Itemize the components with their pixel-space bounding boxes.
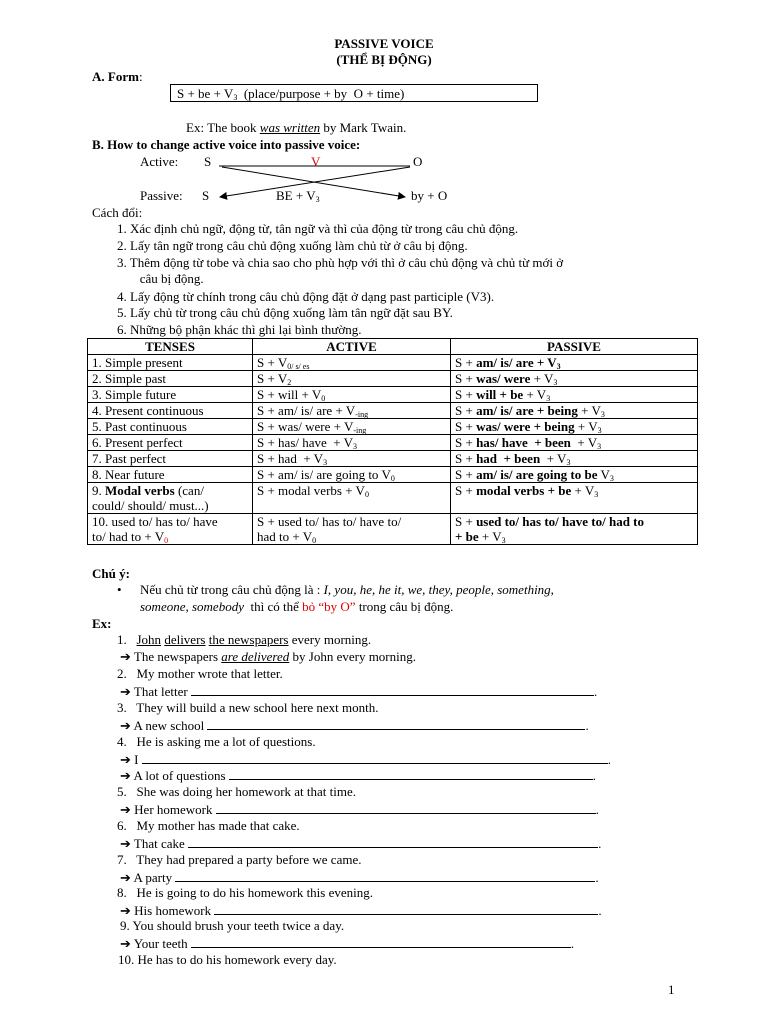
- exercise-answer-line: [120, 717, 589, 734]
- arrow-icon: ➔: [120, 936, 131, 951]
- step-3: 3. Thêm động từ tobe và chia sao cho phù hợp với thì ở câu chủ động và chủ từ mới ở: [117, 255, 564, 270]
- tense-sub: 0: [164, 536, 169, 545]
- ex1-ans-c: by John every morning.: [289, 649, 416, 664]
- section-a-label: A. Form: [92, 69, 139, 84]
- form-sub: 3: [233, 93, 238, 102]
- passive-bold: was/ were: [476, 371, 531, 386]
- active-cell: [253, 483, 451, 514]
- passive-bold: used to/ has to/ have to/ had to: [476, 514, 645, 529]
- exercise-question: 7. They had prepared a party before we came.: [117, 852, 362, 867]
- step-1: 1. Xác định chủ ngữ, động từ, tân ngữ và thì của động từ trong câu chủ động.: [117, 221, 519, 236]
- active-sub: 0/ s/ es: [287, 362, 310, 371]
- page-number: 1: [668, 982, 675, 997]
- arrow-icon: ➔: [120, 870, 131, 885]
- answer-blank[interactable]: [207, 717, 585, 730]
- section-a-colon: :: [138, 69, 143, 84]
- answer-blank[interactable]: [229, 767, 593, 780]
- active-line1: S + used to/ has to/ have to/: [257, 514, 402, 529]
- step-3-cont: câu bị động.: [117, 271, 204, 286]
- answer-start: That cake: [133, 836, 185, 851]
- passive-by-o: by + O: [411, 188, 448, 203]
- active-sub: 0: [364, 490, 369, 499]
- form-formula: S + be + V: [177, 86, 234, 101]
- ex1-subject: John: [136, 632, 162, 647]
- passive-tail: + V: [577, 403, 601, 418]
- active-sub: -ing: [355, 410, 369, 419]
- example-verb: was written: [259, 120, 321, 135]
- exercise-question: 10. He has to do his homework every day.: [118, 952, 337, 967]
- passive-bold: was/ were + being: [476, 419, 575, 434]
- steps-heading: Cách đổi:: [92, 205, 143, 220]
- note-text-d: thì có thể: [243, 599, 303, 614]
- answer-start: A lot of questions: [133, 768, 226, 783]
- note-text-f: trong câu bị động.: [355, 599, 454, 614]
- passive-cell: [451, 435, 698, 451]
- note-drop-by-o: bỏ “by O”: [302, 599, 356, 614]
- tense-cell: 6. Present perfect: [88, 435, 253, 451]
- header-passive: PASSIVE: [451, 339, 698, 355]
- tense-line2: to/ had to + V: [92, 529, 165, 544]
- tense-cell: 3. Simple future: [88, 387, 253, 403]
- step-5: 5. Lấy chủ từ trong câu chủ động xuống làm tân ngữ đặt sau BY.: [117, 305, 453, 320]
- active-sub: 0: [312, 536, 317, 545]
- answer-start: Her homework: [134, 802, 213, 817]
- answer-blank[interactable]: [188, 835, 598, 848]
- active-cell: [253, 467, 451, 483]
- tense-cell: [88, 514, 253, 545]
- tense-cell: 1. Simple present: [88, 355, 253, 371]
- passive-bold: am/ is/ are + V: [476, 355, 557, 370]
- passive-text: S +: [455, 483, 477, 498]
- active-cell: [253, 355, 451, 371]
- active-subject: S: [204, 154, 212, 169]
- active-text: S + am/ is/ are going to V: [257, 467, 391, 482]
- answer-period: .: [595, 870, 599, 885]
- passive-text: S +: [455, 435, 477, 450]
- table-row: [88, 419, 698, 435]
- tenses-table: [87, 338, 698, 545]
- exercise-1-answer: [120, 649, 416, 665]
- tense-cell: [88, 483, 253, 514]
- active-cell: [253, 371, 451, 387]
- passive-cell: [451, 387, 698, 403]
- answer-start: That letter: [133, 684, 188, 699]
- active-sub: -ing: [353, 426, 367, 435]
- active-text: S + will + V: [257, 387, 322, 402]
- note-line-1: [140, 582, 554, 598]
- answer-start: A party: [133, 870, 173, 885]
- exercise-answer-line: [120, 935, 574, 952]
- arrow-icon: ➔: [120, 768, 131, 783]
- answer-period: .: [585, 718, 589, 733]
- table-row: [88, 387, 698, 403]
- passive-cell: [451, 451, 698, 467]
- active-sub: 3: [323, 458, 328, 467]
- ex1-object: the newspapers: [208, 632, 289, 647]
- header-active: ACTIVE: [253, 339, 451, 355]
- answer-start: Your teeth: [133, 936, 188, 951]
- exercise-answer-line: [120, 835, 601, 852]
- exercise-answer-line: [120, 902, 602, 919]
- ex1-number: 1.: [117, 632, 137, 647]
- active-sub: 3: [353, 442, 358, 451]
- answer-start: A new school: [133, 718, 205, 733]
- arrow-icon: ➔: [120, 903, 131, 918]
- exercise-answer-line: [120, 751, 611, 768]
- active-cell: [253, 403, 451, 419]
- table-row: [88, 467, 698, 483]
- answer-start: His homework: [134, 903, 212, 918]
- active-text: S + am/ is/ are + V: [257, 403, 356, 418]
- page-title: PASSIVE VOICE: [334, 36, 434, 51]
- exercise-question: 8. He is going to do his homework this evening.: [117, 885, 374, 900]
- diagram-arrows: [0, 0, 768, 220]
- passive-text: S +: [455, 355, 477, 370]
- passive-sub: 3: [556, 362, 561, 371]
- answer-period: .: [595, 802, 599, 817]
- ex1-rest: every morning.: [288, 632, 372, 647]
- passive-bold: am/ is/ are going to be: [476, 467, 598, 482]
- active-cell: [253, 435, 451, 451]
- answer-period: .: [593, 684, 598, 699]
- step-6: 6. Những bộ phận khác thì ghi lại bình thường.: [117, 322, 362, 337]
- passive-tail: + V: [540, 451, 567, 466]
- arrow-icon: ➔: [120, 684, 131, 699]
- answer-period: .: [607, 752, 611, 767]
- answer-period: .: [592, 768, 597, 783]
- passive-sub: 3: [597, 442, 602, 451]
- answer-period: .: [598, 836, 602, 851]
- step-4: 4. Lấy động từ chính trong câu chủ động đặt ở dạng past participle (V3).: [117, 289, 495, 304]
- passive-bold: has/ have + been: [476, 435, 571, 450]
- answer-start: I: [134, 752, 139, 767]
- passive-tail: + V: [478, 529, 502, 544]
- passive-sub: 3: [600, 410, 605, 419]
- tense-tail: (can/: [174, 483, 204, 498]
- page-subtitle: (THỂ BỊ ĐỘNG): [336, 52, 432, 67]
- passive-be-sub: 3: [315, 195, 320, 204]
- active-cell: [253, 387, 451, 403]
- active-verb: V: [311, 154, 321, 169]
- note-bullet-icon: •: [117, 582, 122, 597]
- example-suffix: by Mark Twain.: [320, 120, 407, 135]
- tense-line2: could/ should/ must...): [92, 498, 209, 513]
- answer-period: .: [598, 903, 602, 918]
- active-line2: had to + V: [257, 529, 313, 544]
- active-sub: 0: [390, 474, 395, 483]
- passive-tail: V: [597, 467, 610, 482]
- active-text: S + V: [257, 371, 288, 386]
- exercise-question: 2. My mother wrote that letter.: [117, 666, 283, 681]
- passive-text: S +: [455, 419, 477, 434]
- passive-cell: [451, 419, 698, 435]
- exercise-answer-line: [120, 683, 597, 700]
- example-prefix: Ex: The book: [186, 120, 260, 135]
- passive-cell: [451, 514, 698, 545]
- passive-sub: 3: [546, 394, 551, 403]
- exercise-question: 6. My mother has made that cake.: [117, 818, 300, 833]
- table-row: [88, 451, 698, 467]
- active-cell: [253, 451, 451, 467]
- table-row: [88, 435, 698, 451]
- passive-sub: 3: [501, 536, 506, 545]
- arrow-icon: ➔: [120, 802, 131, 817]
- table-row: [88, 403, 698, 419]
- passive-sub: 3: [553, 378, 558, 387]
- active-cell: [253, 419, 451, 435]
- exercise-answer-line: [120, 801, 599, 818]
- passive-cell: [451, 355, 698, 371]
- exercise-1: [117, 632, 371, 648]
- active-text: S + V: [257, 355, 288, 370]
- note-subjects-cont: someone, somebody: [140, 599, 244, 614]
- tense-cell: 5. Past continuous: [88, 419, 253, 435]
- passive-sub: 3: [594, 490, 599, 499]
- passive-bold: modal verbs + be: [476, 483, 572, 498]
- note-line-2: [140, 599, 453, 615]
- active-object: O: [413, 154, 423, 169]
- table-row: [88, 355, 698, 371]
- tense-num: 9.: [92, 483, 105, 498]
- passive-tail: + V: [574, 419, 598, 434]
- passive-bold: had + been: [476, 451, 541, 466]
- answer-blank[interactable]: [214, 902, 598, 915]
- passive-tail: + V: [570, 435, 598, 450]
- answer-blank[interactable]: [191, 935, 571, 948]
- exercise-question: 5. She was doing her homework at that time.: [117, 784, 357, 799]
- active-text: S + modal verbs + V: [257, 483, 365, 498]
- tense-line1: 10. used to/ has to/ have: [92, 514, 218, 529]
- answer-blank[interactable]: [216, 801, 596, 814]
- exercise-heading: Ex:: [92, 616, 112, 631]
- passive-text: S +: [455, 387, 477, 402]
- tense-cell: 7. Past perfect: [88, 451, 253, 467]
- passive-text: S +: [455, 451, 477, 466]
- ex1-ans-verb: are delivered: [221, 649, 290, 664]
- passive-bold-line2: + be: [455, 529, 479, 544]
- table-row: [88, 514, 698, 545]
- active-text: S + had + V: [257, 451, 324, 466]
- passive-text: S +: [455, 371, 477, 386]
- active-sub: 2: [287, 378, 292, 387]
- passive-tail: + V: [530, 371, 554, 386]
- active-label: Active:: [140, 154, 179, 169]
- arrow-icon: ➔: [120, 752, 131, 767]
- active-sub: 0: [321, 394, 326, 403]
- answer-period: .: [570, 936, 575, 951]
- passive-sub: 3: [609, 474, 614, 483]
- answer-blank[interactable]: [142, 751, 608, 764]
- active-text: S + was/ were + V: [257, 419, 354, 434]
- table-header-row: [88, 339, 698, 355]
- passive-cell: [451, 403, 698, 419]
- section-b-heading: B. How to change active voice into passive voice:: [92, 137, 361, 152]
- tense-cell: 4. Present continuous: [88, 403, 253, 419]
- passive-text: S +: [455, 514, 477, 529]
- exercise-question: 9. You should brush your teeth twice a day.: [120, 918, 345, 933]
- passive-subject: S: [202, 188, 210, 203]
- passive-sub: 3: [597, 426, 602, 435]
- tense-cell: 8. Near future: [88, 467, 253, 483]
- note-subjects: I, you, he, he it, we, they, people, something,: [323, 582, 554, 597]
- answer-blank[interactable]: [191, 683, 594, 696]
- ex1-ans-a: The newspapers: [133, 649, 222, 664]
- passive-be: BE + V: [276, 188, 316, 203]
- passive-cell: [451, 467, 698, 483]
- passive-label: Passive:: [140, 188, 183, 203]
- exercise-answer-line: [120, 767, 596, 784]
- tense-bold: Modal verbs: [105, 483, 175, 498]
- arrow-icon: ➔: [120, 718, 131, 733]
- passive-text: S +: [455, 403, 477, 418]
- note-text-a: Nếu chủ từ trong câu chủ động là :: [140, 582, 324, 597]
- form-rest: (place/purpose + by O + time): [237, 86, 405, 101]
- note-heading: Chú ý:: [92, 566, 130, 581]
- passive-text: S +: [455, 467, 477, 482]
- step-2: 2. Lấy tân ngữ trong câu chủ động xuống làm chủ từ ở câu bị động.: [117, 238, 468, 253]
- active-text: S + has/ have + V: [257, 435, 354, 450]
- passive-bold: will + be: [476, 387, 524, 402]
- exercise-question: 4. He is asking me a lot of questions.: [117, 734, 316, 749]
- passive-tail: + V: [523, 387, 547, 402]
- exercise-question: 3. They will build a new school here next month.: [117, 700, 379, 715]
- ex1-verb: delivers: [164, 632, 206, 647]
- header-tenses: TENSES: [88, 339, 253, 355]
- passive-cell: [451, 483, 698, 514]
- exercise-answer-line: [120, 869, 599, 886]
- passive-sub: 3: [566, 458, 571, 467]
- passive-tail: + V: [571, 483, 595, 498]
- table-row: [88, 371, 698, 387]
- active-cell: [253, 514, 451, 545]
- answer-blank[interactable]: [175, 869, 595, 882]
- passive-bold: am/ is/ are + being: [476, 403, 578, 418]
- arrow-icon: ➔: [120, 836, 131, 851]
- table-row: [88, 483, 698, 514]
- arrow-icon: ➔: [120, 649, 131, 664]
- passive-cell: [451, 371, 698, 387]
- tense-cell: 2. Simple past: [88, 371, 253, 387]
